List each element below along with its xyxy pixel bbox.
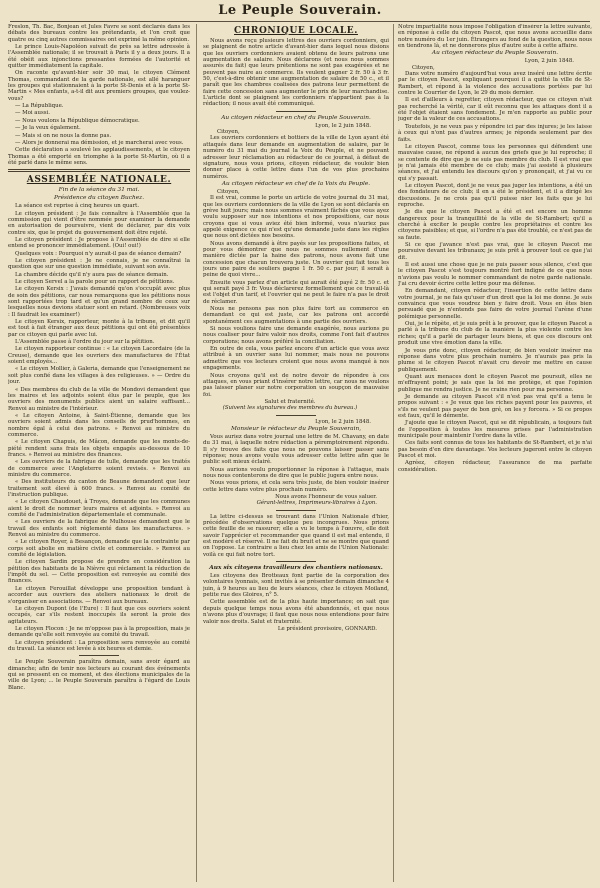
- letter-date: Lyon, 2 juin 1848.: [524, 58, 574, 65]
- separator: [79, 655, 119, 656]
- letter-closing: Salut et fraternité.: [264, 398, 316, 405]
- paragraph: Le citoyen Servel a la parole pour un rapport de pétitions.: [15, 279, 175, 285]
- paragraph: Il est d'ailleurs à regretter, citoyen rédacteur, que ce citoyen n'ait pas recherché la vérité, car il eût reconnu que les attaques dont il a été l'objet étaient sans fondement. Je m'en rapporte au public pour juger de la valeur de ces accusations.: [398, 97, 592, 123]
- paragraph: Les citoyens des Brotteaux font partie de la corporation des volontaires lyonnais, sont invités à se présenter demain dimanche 4 juin, à 9 heures au lieu de leurs séances, chez le citoyen Moiland, petite rue des Gloires, n° 5.: [203, 573, 389, 599]
- letter-salutation: Citoyen,: [217, 129, 240, 136]
- paragraph: La lettre ci-dessus se trouvant dans l'Union Nationale d'hier, précédée d'observations quelque peu incongrues. Nous prions cette feuille de se rassurer; elle a vu le temps à l'œuvre, elle doit savoir l'apprécier et recommander que quand il est mal entendu, il est modéré et réservé. Il ne fait du bruit et ne se montre que quand on l'oppose. Le contraire a lieu chez les amis de l'Union Nationale: voilà ce qui fait notre tort.: [203, 513, 389, 558]
- separator: [276, 510, 316, 511]
- paragraph: Les ouvriers cordonniers et bottiers de la ville de Lyon ayant été attaqués dans leur demande en augmentation de salaire, par le numéro du 31 mai du journal la Voix du Peuple, et ne pouvant adresser leur réclamation au rédacteur de ce journal, à défaut de signature, nous vous prions, citoyen rédacteur, de vouloir bien donner place à cette lettre dans l'un de vos plus prochains numéros.: [203, 135, 389, 180]
- paragraph: « Les ouvriers de la fabrique de Mulhouse demandent que le travail des enfants soit réglementé dans les manufactures. » Renvoi au ministre du commerce.: [8, 519, 190, 539]
- paragraph: Cette assemblée est de la plus haute importance; on sait que depuis quelque temps nous avons été abandonnés, et que nous n'avons plus d'ouvrage; il faut que nous nous entendions pour faire valoir nos droits. Salut et fraternité.: [203, 599, 389, 625]
- letter-heading: Au citoyen rédacteur du Peuple Souverain.: [431, 50, 559, 57]
- paragraph: Nous aurions voulu proportionner la réponse à l'attaque, mais nous nous contenterons de dire que le public jugera entre nous.: [203, 466, 389, 479]
- masthead-rule: [10, 21, 590, 22]
- section-subtitle: Fin de la séance du 31 mai.: [58, 187, 140, 194]
- paragraph: La chambre décide qu'il n'y aura pas de séance demain.: [15, 271, 169, 278]
- paragraph: Si ce que j'avance n'est pas vrai, que le citoyen Pascot me poursuive devant les tribunaux; je suis prêt à prouver tout ce que j'ai dit.: [398, 242, 592, 261]
- paragraph: Il est vrai, comme le porte un article de votre journal du 31 mai, que les ouvriers cordonniers de la ville de Lyon se sont déclarés en grève huit jours; mais nous sommes vraiment fâchés que vous ayez voulu supposer sur nos intentions et nos propositions, car nous croyons que si vous aviez été bien informé, vous n'auriez pas appelé exigence ce qui n'est qu'une demande juste dans les règles que nous ont dictées nos besoins.: [203, 195, 389, 240]
- letter-salutation: Citoyen,: [217, 188, 240, 195]
- column-divider: [196, 24, 197, 882]
- paragraph: Le citoyen Flocon : Je ne m'oppose pas à la proposition, mais je demande qu'elle soit renvoyée au comité du travail.: [8, 625, 190, 639]
- paragraph: Je vous prie donc, citoyen rédacteur, de bien vouloir insérer ma réponse dans votre plus prochain numéro. Je n'aurais pas pris la plume si le citoyen Pascot n'avait cru devoir me mettre en cause publiquement.: [398, 347, 592, 373]
- paragraph: — Mais si on ne nous la donne pas.: [15, 132, 112, 139]
- letter-salutation: Citoyen,: [412, 64, 435, 71]
- paragraph: Le citoyen Pascot, comme tous les personnes qui défendent une mauvaise cause, ne répond à aucun des griefs que je lui reproche; il se contente de dire que je ne suis pas membre du club. Il est vrai que je n'ai jamais été membre de ce club; mais j'ai assisté à plusieurs séances, et j'ai entendu les discours qu'on y prononçait, et j'ai vu ce qui s'y passait.: [398, 143, 592, 182]
- notice-signature: Le président provisoire, GONNARD.: [277, 625, 377, 632]
- paragraph: L'Assemblée passe à l'ordre du jour sur la pétition.: [15, 339, 155, 346]
- paragraph: Le citoyen président : Je ne connais, je ne connaîtrai la question que sur une question immédiate, suivant son avis.: [8, 257, 190, 271]
- paragraph: « Les ouvriers de la fabrique de tulle, demande que les traités de commerce avec l'Angleterre soient revisés. » Renvoi au ministre du commerce.: [8, 459, 190, 478]
- paragraph: En outre de cela, vous parlez encore d'un article que vous avez attribué à un ouvrier sans lui nommer, mais nous ne pouvons admettre que vos lecteurs croient que nous avons manqué à nos engagements.: [203, 346, 389, 372]
- paragraph: J'ajoute que le citoyen Pascot, qui se dit républicain, a toujours fait de l'opposition à toutes les mesures prises par l'administration municipale pour maintenir l'ordre dans la ville.: [398, 420, 592, 439]
- paragraph: — La République.: [15, 103, 64, 110]
- paragraph: Nous croyons qu'il est de notre devoir de répondre à ces attaques, en vous priant d'insérer notre lettre, car nous ne voulons pas laisser planer sur notre corporation un soupçon de mauvaise foi.: [203, 372, 389, 398]
- paragraph: Nous avons demandé à être payés sur les propositions faites, et pour vous démontrer que nous ne sommes nullement d'une manière dictée par la haine des patrons, nous avons fait une concession que chacun trouvera juste. Un ouvrier qui fait tous les jours une paire de souliers gagne 1 fr. 50 c. par jour; il serait à peine de quoi vivre...: [203, 240, 389, 279]
- section-title-assemblee: ASSEMBLÉE NATIONALE.: [26, 175, 172, 186]
- paragraph: Nous avons reçu plusieurs lettres des ouvriers cordonniers, qui se plaignent de notre article d'avant-hier dans lequel nous disions que les ouvriers cordonniers avaient obtenu de leurs patrons une augmentation de salaire. Nous déclarons (et nous nous sommes assurés du fait) que leurs prétentions ne sont pas exagérées et ne peuvent pas nuire au commerce. Ils veulent gagner 2 fr. 50 à 3 fr. 50, c'est-à-dire obtenir une augmentation de salaire de 50 c., et il paraît que les chambres coalisées des patrons leur permettent de faire cette concession sans augmenter le prix de leur marchandise. L'article dont se plaignent les cordonniers n'appartient pas à la rédaction; il nous avait été communiqué.: [203, 38, 389, 108]
- paragraph: Le citoyen Kersix, rapporteur, monte à la tribune, et dit qu'il est tout à fait étranger aux deux pétitions qui ont été présentées par ce citoyen qui parle avec lui.: [8, 319, 190, 338]
- notice-title: Aux six citoyens travailleurs des chantiers nationaux.: [209, 565, 383, 572]
- section-rule: [8, 169, 190, 172]
- paragraph: Ces faits sont connus de tous les habitants de St-Rambert, et je n'ai pas besoin d'en dire davantage. Vos lecteurs jugeront entre le citoyen Pascot et moi.: [398, 440, 592, 459]
- letter-date: Lyon, le 2 juin 1848.: [315, 122, 371, 129]
- paragraph: — Moi aussi.: [15, 110, 50, 117]
- column-2: [203, 24, 389, 882]
- paragraph: — Alors je donnerai ma démission, et je marcherai avec vous.: [15, 139, 184, 146]
- letter-closing: Nous avons l'honneur de vous saluer.: [275, 494, 377, 500]
- paragraph: Le citoyen président : La proposition sera renvoyée au comité du travail. La séance est levée à six heures et demie.: [8, 639, 190, 652]
- paragraph: Notre impartialité nous impose l'obligation d'insérer la lettre suivante, en réponse à celle du citoyen Pascot, que nous avons accueillie dans notre numéro du 1er juin. Étrangers au fond de la question, nous nous en tiendrons là, et ne donnerons plus d'autre suite à cette affaire.: [398, 24, 592, 50]
- paragraph: Dans votre numéro d'aujourd'hui vous avez inséré une lettre écrite par le citoyen Pascot, expliquant pourquoi il a quitté la ville de St-Rambert, et répond à la violence des accusations portées par lui contre le Courrier de Lyon, le 29 du mois dernier.: [398, 71, 592, 97]
- paragraph: Si nous voulions faire une demande exagérée, nous aurions pu nous coaliser pour faire valoir nos droits, comme l'ont fait d'autres corporations; nous avons préféré la conciliation.: [203, 326, 389, 345]
- paragraph: Agréez, citoyen rédacteur, l'assurance de ma parfaite considération.: [398, 460, 592, 473]
- paragraph: Cette déclaration a soulevé les applaudissements, et le citoyen Thomas a été emporté en triomphe à la porte St-Martin, où il a été parlé dans le même sens.: [8, 147, 190, 166]
- paragraph: Toutefois, je ne veux pas y répondre ici par des injures; je les laisse à ceux qui n'ont pas d'autres armes; je réponds seulement par des faits.: [398, 123, 592, 143]
- paragraph: Nous vous prions, et cela sera très juste, de bien vouloir insérer cette lettre dans votre plus prochain numéro.: [203, 480, 389, 493]
- paragraph: « Des membres du club de la ville de Mondovi demandent que les maires et les adjoints soient élus par le peuple, que les ouvriers des monuments publics aient un salaire suffisant... Renvoi au ministre de l'intérieur.: [8, 386, 190, 412]
- paragraph: Le prince Louis-Napoléon suivait de près sa lettre adressée à l'Assemblée nationale; il se trouvait à Paris il y a deux jours. Il a été obéit aux injonctions pressantes formées de l'autorité et quitter immédiatement la capitale.: [8, 44, 190, 70]
- separator: [276, 561, 316, 562]
- paragraph: « Le citoyen Chapuis, de Mâcon, demande que les monts-de-piété rendent sans frais les objets engagés au-dessous de 10 francs. » Renvoi au ministre des finances.: [8, 439, 190, 458]
- paragraph: Freslon, Th. Bac, Bonjean et Jules Favre se sont déclarés dans les débats des bureaux contre les prétendants, et l'on croit que quatre ou cinq autres commissaires ont exprimé la même opinion.: [8, 24, 190, 43]
- column-divider: [393, 24, 394, 882]
- letter-heading: Au citoyen rédacteur en chef du Peuple Souverain.: [221, 114, 371, 121]
- paragraph: « Des instituteurs du canton de Beaune demandent que leur traitement soit élevé à 600 francs. » Renvoi au comité de l'instruction publique.: [8, 479, 190, 498]
- paragraph: — Nous voulons la République démocratique.: [15, 117, 140, 124]
- paragraph: En demandant, citoyen rédacteur, l'insertion de cette lettre dans votre journal, je ne fais qu'user d'un droit que la loi me donne. Je suis convaincu que vous voudrez bien y faire droit. Vous en êtes bien persuadé que je n'entends pas faire de votre journal l'arène d'une polémique personnelle.: [398, 288, 592, 320]
- paragraph: « Le citoyen Mollier, à Galeria, demande que l'enseignement ne soit plus confié dans les villages à des religieuses. » — Ordre du jour.: [8, 366, 190, 386]
- paragraph: Le citoyen Kersix : J'avais demandé qu'on s'occupât avec plus de soin des pétitions, car nous remarquons que les pétitions nous sont rapportées trop tard et qu'un grand nombre de ceux sur lesquelles nous devions statuer sont en retard. (Nombreuses voix : Il faudrait les examiner!): [8, 286, 190, 318]
- paragraph: Le citoyen président : Je propose à l'Assemblée de dire si elle entend se prononcer immédiatement. (Oui! oui!): [8, 236, 190, 250]
- paragraph: On raconte qu'avant-hier soir 30 mai, le citoyen Clément Thomas, commandant de la garde nationale, est allé haranguer les groupes qui stationnaient à la porte St-Denis et à la porte St-Martin « Mes enfants, a-t-il dit aux premiers groupes, que voulez-vous?: [8, 70, 190, 102]
- letter-signatures: (Suivent les signatures des membres du bureau.): [222, 405, 358, 412]
- paragraph: « Le citoyen Antoine, à Saint-Étienne, demande que les ouvriers soient admis dans les conseils de prud'hommes, en nombre égal à celui des patrons. » Renvoi au ministre du commerce.: [8, 412, 190, 438]
- paragraph: Le citoyen Dupont (de l'Eure) : Il faut que ces ouvriers soient occupés, car s'ils restent inoccupés ils seront la proie des agitateurs.: [8, 605, 190, 625]
- paragraph: Le citoyen président : Je fais connaître à l'Assemblée que la commission qui vient d'être nommée pour examiner la demande en autorisation de poursuivre, vient de déclarer, par dix voix contre six, que le projet du gouvernement doit être rejeté.: [8, 210, 190, 236]
- masthead: Le Peuple Souverain.: [218, 3, 382, 18]
- paragraph: La séance est reprise à cinq heures un quart.: [15, 203, 140, 210]
- column-3: [398, 24, 592, 882]
- paragraph: Le citoyen Sardin propose de prendre en considération la pétition des habitants de la Nièvre qui réclament la réduction de l'impôt du sel. — Cette proposition est renvoyée au comité des finances.: [8, 559, 190, 585]
- presidence-line: Présidence du citoyen Buchez.: [53, 195, 145, 202]
- paragraph: Nous ne pensons pas non plus faire tort au commerce en demandant ce qui est juste, car les patrons ont accordé spontanément ces augmentations à une partie des ouvriers.: [203, 306, 389, 325]
- paragraph: Oui, je le répète, et je suis prêt à le prouver, que le citoyen Pascot a parlé à la tribune du club de la manière la plus violente contre les riches; qu'il a parlé de partager leurs biens, et que ces discours ont produit une vive émotion dans la ville.: [398, 321, 592, 347]
- paragraph: Ensuite vous parlez d'un article qui aurait été payé 2 fr. 50 c. et qui serait payé 3 fr. Vous déclarerez formellement que ce travail-là est l'objet d'un tarif, et l'ouvrier qui ne peut le faire n'a pas le droit de réclamer.: [203, 279, 389, 305]
- paragraph: Vous auriez dans votre journal une lettre de M. Chavany, en date du 31 mai, à laquelle notre rédaction a péremptoirement répondu. Il s'y trouve des faits que nous ne pouvons laisser passer sans réponse; nous avons voulu vous adresser cette lettre afin que le public soit mieux éclairé.: [203, 433, 389, 466]
- section-title-chronique: CHRONIQUE LOCALE.: [234, 26, 358, 36]
- letter-date: Lyon, le 2 juin 1848.: [315, 418, 371, 425]
- paragraph: Quant aux menaces dont le citoyen Pascot me poursuit, elles ne m'effrayent point; je sais que la loi me protège, et que l'opinion publique me rendra justice. Je ne crains rien pour ma personne.: [398, 373, 592, 393]
- paragraph: Le Peuple Souverain paraîtra demain, sans avoir égard au dimanche; afin de tenir nos lecteurs au courant des événements qui se pressent en ce moment, et des élections municipales de la ville de Lyon; ... le Peuple Souverain paraîtra à l'égard de Louis Blanc.: [8, 659, 190, 691]
- separator: [276, 415, 316, 416]
- separator: [276, 111, 316, 112]
- letter-heading: Monsieur le rédacteur du Peuple Souverain,: [230, 425, 362, 432]
- paragraph: « Le citoyen Chaudouet, à Troyes, demande que les communes aient le droit de nommer leurs maires et adjoints. » Renvoi au comité de l'administration départementale et communale.: [8, 499, 190, 519]
- paragraph: Le citoyen rapporteur continue : « Le citoyen Lacordaire (de la Creuse), demande que les ouvriers des manufactures de l'État soient employés...: [8, 346, 190, 366]
- paragraph: — Je la veux également.: [15, 125, 81, 132]
- paragraph: « Le citoyen Royer, à Besançon, demande que la contrainte par corps soit abolie en matière civile et commerciale. » Renvoi au comité de législation.: [8, 539, 190, 559]
- paragraph: Il est aussi une chose que je ne puis passer sous silence, c'est que le citoyen Pascot s'est toujours montré fort indigné de ce que nous n'avions pas voulu le nommer commandant de notre garde nationale. J'ai cru devoir écrire cette lettre pour ma défense.: [398, 262, 592, 288]
- paragraph: Je dis que le citoyen Pascot a été et est encore un homme dangereux pour la tranquillité de la ville de St-Rambert; qu'il a cherché à exciter le peuple contre les propriétaires et contre les citoyens paisibles; et que, si l'ordre n'a pas été troublé, ce n'est pas de sa faute.: [398, 209, 592, 241]
- letter-signatures: Gérant-lettres, Imprimeurs-libraires à Lyon.: [256, 500, 377, 507]
- paragraph: Le citoyen Pascot, dont je ne veux pas juger les intentions, a été un des fondateurs de ce club; il en a été le président, et il a dirigé les discussions. Je ne crois pas qu'il puisse nier les faits que je lui reproche.: [398, 182, 592, 208]
- letter-heading: Au citoyen rédacteur en chef de la Voix du Peuple.: [221, 180, 371, 187]
- paragraph: Quelques voix : Pourquoi n'y aurait-il pas de séance demain?: [15, 250, 182, 257]
- paragraph: Je demande au citoyen Pascot s'il n'est pas vrai qu'il a tenu le propos suivant : « Je veux que les riches payent pour les pauvres, et s'ils ne veulent pas payer de bon gré, on les y forcera. » Si ce propos est faux, qu'il le démente.: [398, 393, 592, 419]
- column-1: [8, 24, 190, 882]
- paragraph: Le citoyen Ferouillat développe une proposition tendant à accorder aux ouvriers des ateliers nationaux le droit de s'organiser en associations. — Renvoi aux bureaux.: [8, 585, 190, 605]
